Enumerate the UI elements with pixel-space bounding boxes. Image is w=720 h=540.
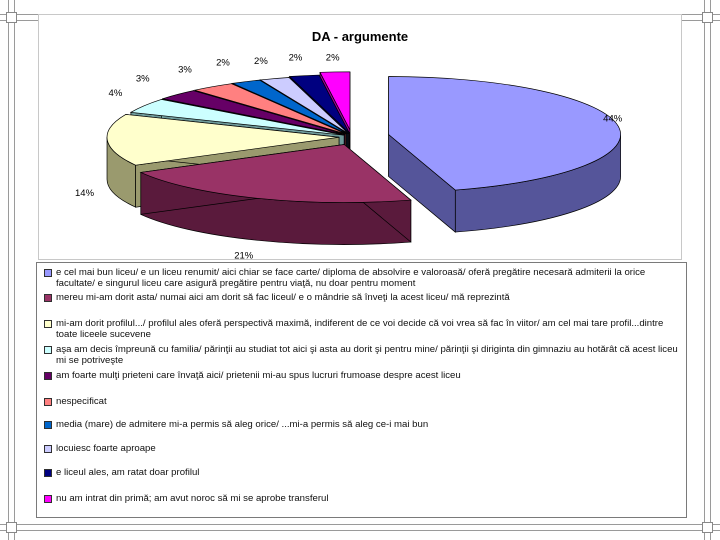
slice-percent-label: 44% <box>603 113 623 125</box>
legend-item <box>44 370 684 381</box>
legend-item <box>44 344 684 366</box>
frame-corner-square <box>6 12 17 23</box>
legend-label: am foarte mulţi prieteni care învaţă aici/ prietenii mi-au spus lucruri frumoase despre acest liceu <box>56 370 461 381</box>
legend-swatch <box>44 346 52 354</box>
legend-label: aşa am decis împreună cu familia/ părinţii au studiat tot aici şi asta au dorit şi pentru mine/ părinţii şi diriginta din gimnaziu au hotărât că acest liceu mi se potriveşte <box>56 344 678 366</box>
legend-label: locuiesc foarte aproape <box>56 443 156 454</box>
legend-swatch <box>44 269 52 277</box>
legend-swatch <box>44 469 52 477</box>
legend-label: media (mare) de admitere mi-a permis să aleg orice/ ...mi-a permis să aleg ce-i mai bun <box>56 419 429 430</box>
legend-item <box>44 493 684 504</box>
pie-slice <box>389 77 621 233</box>
legend-swatch <box>44 445 52 453</box>
frame-line-right-inner <box>710 0 711 540</box>
pie-chart <box>39 15 683 261</box>
frame-line-bottom-inner <box>0 530 720 531</box>
slice-percent-label: 3% <box>135 73 150 85</box>
legend-label: nespecificat <box>56 396 107 407</box>
frame-corner-square <box>702 12 713 23</box>
legend-swatch <box>44 372 52 380</box>
legend-item <box>44 267 684 289</box>
slice-percent-label: 2% <box>216 57 230 69</box>
slice-percent-label: 2% <box>325 52 340 64</box>
frame-line-left <box>8 0 9 540</box>
frame-line-right <box>704 0 705 540</box>
legend-label: mi-am dorit profilul.../ profilul ales oferă perspectivă maximă, indiferent de ce voi decide că voi vrea să fac în viitor/ am cel mai tare profil...dintre toate liceele sucevene <box>56 318 664 340</box>
legend-swatch <box>44 398 52 406</box>
frame-corner-square <box>6 522 17 533</box>
legend-label: mereu mi-am dorit asta/ numai aici am dorit să fac liceul/ e o mândrie să înveţi la acest liceu/ mă reprezintă <box>56 292 510 303</box>
slice-percent-label: 14% <box>75 188 95 200</box>
frame-line-left-inner <box>14 0 15 540</box>
frame-line-bottom <box>0 524 720 525</box>
slice-percent-label: 3% <box>178 64 192 76</box>
legend-item <box>44 292 684 303</box>
legend-label: nu am intrat din primă; am avut noroc să mi se aprobe transferul <box>56 493 329 504</box>
chart-title: DA - argumente <box>311 29 409 44</box>
legend-item <box>44 467 684 478</box>
legend-swatch <box>44 294 52 302</box>
chart-area <box>38 14 682 260</box>
legend-item <box>44 396 684 407</box>
legend-swatch <box>44 320 52 328</box>
legend-label: e liceul ales, am ratat doar profilul <box>56 467 200 478</box>
slice-percent-label: 2% <box>254 55 268 67</box>
legend-item <box>44 419 684 430</box>
legend-swatch <box>44 421 52 429</box>
legend-label: e cel mai bun liceu/ e un liceu renumit/ aici chiar se face carte/ diploma de absolvire e valoroasă/ oferă pregătire necesară admiterii la orice facultate/ e singurul liceu care asigură pregătire pentru viaţă, nu doar pentru moment <box>56 267 646 289</box>
slice-percent-label: 21% <box>234 250 254 261</box>
legend-item <box>44 443 684 454</box>
slice-percent-label: 4% <box>108 88 123 100</box>
chart-legend <box>36 262 687 518</box>
legend-swatch <box>44 495 52 503</box>
legend-item <box>44 318 684 340</box>
slice-percent-label: 2% <box>288 52 303 64</box>
frame-corner-square <box>702 522 713 533</box>
